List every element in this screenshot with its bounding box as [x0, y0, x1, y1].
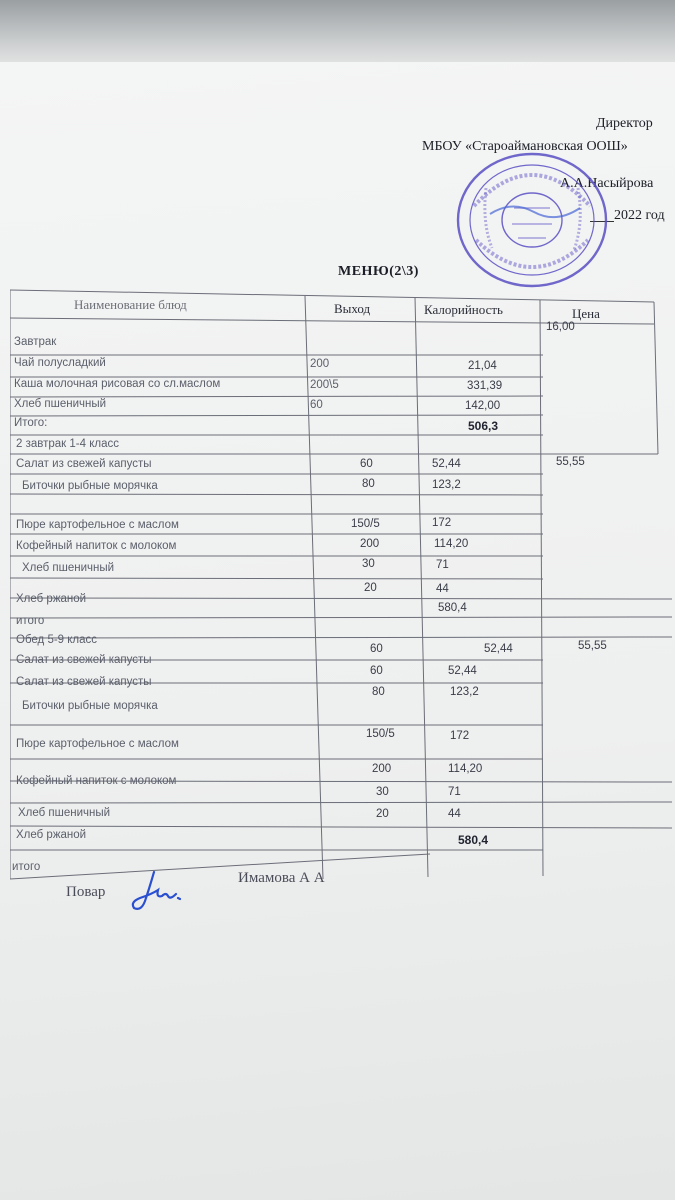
table-row-name: Хлеб ржаной [16, 829, 87, 841]
table-row-calories: 580,4 [458, 833, 489, 847]
table-row-price: 55,55 [578, 640, 607, 652]
table-row-name: Кофейный напиток с молоком [16, 775, 177, 787]
approval-year: 2022 год [614, 208, 665, 223]
table-row-yield: 20 [376, 808, 389, 820]
table-row-name: Чай полусладкий [14, 357, 106, 369]
menu-table [10, 288, 672, 881]
table-row-calories: 44 [436, 583, 449, 595]
table-row-calories: 44 [448, 808, 461, 820]
column-header-price: Цена [572, 306, 600, 321]
table-row-yield: 80 [362, 478, 375, 490]
table-row-yield: 200 [372, 763, 392, 775]
table-row-yield: 80 [372, 686, 385, 698]
table-row-name: Каша молочная рисовая со сл.маслом [14, 378, 221, 390]
table-row-calories: 52,44 [484, 643, 513, 655]
column-header-name: Наименование блюд [74, 297, 187, 312]
director-initials: А.А.Насыйрова [560, 176, 654, 191]
table-grid [10, 288, 672, 881]
table-row-name: Пюре картофельное с маслом [16, 738, 179, 750]
table-row-name: Хлеб пшеничный [22, 562, 115, 574]
table-row-calories: 123,2 [450, 686, 479, 698]
table-row-name: итого [12, 861, 41, 873]
table-row-yield: 60 [360, 458, 373, 470]
table-row-name: Итого: [14, 417, 48, 429]
school-stamp [452, 148, 610, 288]
table-row-calories: 331,39 [467, 380, 503, 392]
table-row-name: Хлеб пшеничный [18, 807, 111, 819]
table-row-calories: 506,3 [468, 419, 499, 433]
table-row-calories: 52,44 [432, 458, 461, 470]
table-row-name: Биточки рыбные морячка [22, 700, 158, 712]
table-row-calories: 172 [450, 730, 470, 742]
table-row-yield: 30 [376, 786, 389, 798]
table-row-yield: 60 [310, 399, 323, 411]
table-row-yield: 200 [360, 538, 380, 550]
table-row-calories: 123,2 [432, 479, 461, 491]
director-title: Директор [596, 116, 653, 131]
cook-name: Имамова А А [238, 870, 325, 886]
table-row-calories: 114,20 [434, 538, 469, 550]
table-row-name: Пюре картофельное с маслом [16, 519, 179, 531]
column-header-yield: Выход [334, 301, 371, 316]
table-row-price: 55,55 [556, 456, 585, 468]
table-row-name: итого [16, 615, 45, 627]
table-row-yield: 200 [310, 358, 330, 370]
table-row-name: Завтрак [14, 336, 57, 348]
document-title: МЕНЮ(2\3) [338, 264, 419, 279]
table-row-calories: 21,04 [468, 360, 497, 372]
table-row-calories: 52,44 [448, 665, 477, 677]
table-row-yield: 60 [370, 665, 383, 677]
table-row-name: 2 завтрак 1-4 класс [16, 438, 119, 450]
table-row-yield: 20 [364, 582, 377, 594]
table-row-name: Салат из свежей капусты [16, 676, 152, 688]
table-row-calories: 114,20 [448, 763, 483, 775]
table-row-calories: 172 [432, 517, 452, 529]
school-name: МБОУ «Староаймановская ООШ» [422, 139, 628, 154]
table-row-yield: 150/5 [351, 518, 380, 530]
column-header-calories: Калорийность [424, 302, 503, 317]
table-row-yield: 150/5 [366, 728, 395, 740]
table-row-name: Биточки рыбные морячка [22, 480, 158, 492]
table-row-yield: 60 [370, 643, 383, 655]
table-row-name: Салат из свежей капусты [16, 654, 152, 666]
table-row-name: Салат из свежей капусты [16, 458, 152, 470]
table-row-name: Хлеб пшеничный [14, 398, 107, 410]
cook-signature [128, 868, 184, 916]
table-row-name: Хлеб ржаной [16, 593, 87, 605]
table-row-name: Обед 5-9 класс [16, 634, 98, 646]
table-row-yield: 200\5 [310, 379, 339, 391]
cook-role: Повар [66, 884, 106, 900]
table-row-calories: 580,4 [438, 602, 467, 614]
table-row-calories: 142,00 [465, 400, 501, 412]
table-row-calories: 71 [436, 559, 449, 571]
table-row-yield: 30 [362, 558, 375, 570]
table-row-price: 16,00 [546, 321, 575, 333]
table-row-calories: 71 [448, 786, 461, 798]
table-row-name: Кофейный напиток с молоком [16, 540, 177, 552]
